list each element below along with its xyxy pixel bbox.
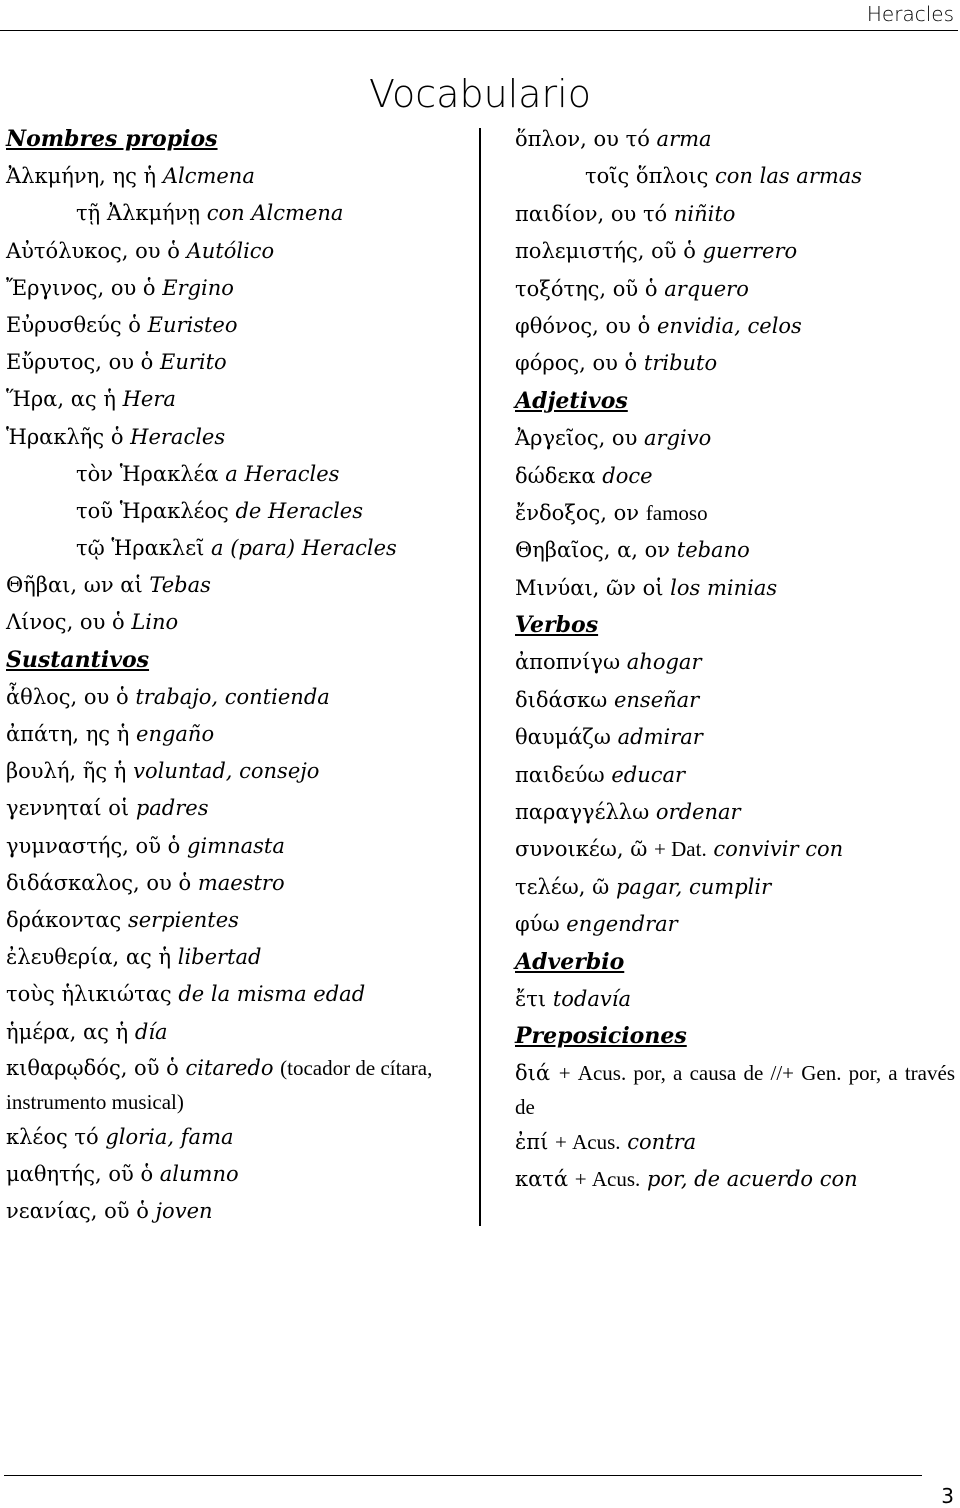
greek-term: ἐλευθερία, ας ἡ bbox=[6, 945, 172, 970]
spanish-gloss: engendrar bbox=[566, 912, 678, 937]
spanish-gloss: arquero bbox=[664, 276, 749, 301]
section-heading: Nombres propios bbox=[6, 126, 218, 152]
spanish-gloss: todavía bbox=[552, 986, 631, 1011]
greek-term: Ἔργινος, ου ὁ bbox=[6, 275, 156, 300]
grammar-note: + Acus. bbox=[574, 1167, 641, 1192]
vocab-entry bbox=[6, 270, 468, 307]
vocab-entry bbox=[6, 233, 468, 270]
vocab-entry bbox=[515, 532, 955, 569]
greek-term: παιδίον, ου τό bbox=[515, 201, 668, 226]
vocab-entry bbox=[6, 828, 468, 865]
greek-term: ἀπάτη, ης ἡ bbox=[6, 722, 130, 746]
vocab-entry bbox=[515, 458, 955, 495]
left-column bbox=[6, 121, 468, 1230]
greek-term: Ἀργεῖος, ου bbox=[515, 426, 638, 451]
grammar-note: + Dat. bbox=[654, 837, 707, 862]
spanish-gloss: Ergino bbox=[162, 275, 234, 300]
greek-term: Εὔρυτος, ου ὁ bbox=[6, 350, 154, 375]
spanish-gloss: contra bbox=[627, 1129, 697, 1154]
spanish-gloss: maestro bbox=[197, 870, 285, 895]
spanish-gloss: joven bbox=[155, 1199, 213, 1224]
greek-term: νεανίας, οῦ ὁ bbox=[6, 1199, 149, 1224]
greek-term: Ἥρα, ας ἡ bbox=[6, 387, 116, 412]
vocab-entry bbox=[6, 1193, 468, 1230]
spanish-gloss: con Alcmena bbox=[206, 201, 344, 226]
vocab-entry bbox=[6, 307, 468, 344]
greek-term: Θῆβαι, ων αἱ bbox=[6, 573, 143, 598]
vocab-entry bbox=[515, 121, 955, 158]
greek-term: συνοικέω, ῶ bbox=[515, 837, 648, 862]
spanish-gloss: doce bbox=[602, 463, 653, 488]
greek-term: Μινύαι, ῶν οἱ bbox=[515, 575, 664, 600]
vocab-entry bbox=[515, 831, 955, 868]
spanish-gloss: envidia, celos bbox=[656, 313, 802, 338]
spanish-gloss: padres bbox=[135, 796, 209, 821]
spanish-gloss: Heracles bbox=[130, 424, 226, 449]
vocab-entry bbox=[6, 419, 468, 456]
vocab-entry bbox=[6, 976, 468, 1013]
greek-term: διδάσκαλος, ου ὁ bbox=[6, 870, 192, 895]
greek-term: Αὐτόλυκος, ου ὁ bbox=[6, 238, 180, 263]
grammar-note: + Acus. bbox=[555, 1129, 621, 1154]
greek-term: διδάσκω bbox=[515, 687, 608, 712]
greek-term: φθόνος, ου ὁ bbox=[515, 313, 651, 338]
spanish-gloss: trabajo, contienda bbox=[135, 684, 330, 709]
section-heading: Sustantivos bbox=[6, 646, 150, 673]
greek-term: πολεμιστής, οῦ ὁ bbox=[515, 239, 696, 264]
spanish-gloss: por, de acuerdo con bbox=[647, 1167, 858, 1192]
vocab-entry bbox=[515, 158, 955, 195]
greek-term: τὸν Ἡρακλέα bbox=[76, 461, 219, 486]
greek-term: ἀποπνίγω bbox=[515, 650, 621, 675]
vocab-entry bbox=[6, 716, 468, 753]
greek-term: φόρος, ου ὁ bbox=[515, 351, 638, 376]
greek-term: παιδεύω bbox=[515, 762, 605, 787]
page-title: Vocabulario bbox=[369, 72, 591, 116]
spanish-gloss: educar bbox=[611, 762, 686, 787]
vocab-entry bbox=[515, 1124, 955, 1161]
spanish-gloss: enseñar bbox=[613, 687, 700, 712]
vocab-entry bbox=[6, 158, 468, 195]
greek-term: γυμναστής, οῦ ὁ bbox=[6, 833, 181, 858]
spanish-gloss: los minias bbox=[670, 575, 778, 600]
vocab-entry bbox=[515, 420, 955, 457]
greek-term: ἔτι bbox=[515, 986, 547, 1011]
vocab-entry bbox=[6, 679, 468, 716]
greek-term: ἐπί bbox=[515, 1129, 549, 1154]
spanish-gloss: arma bbox=[656, 127, 712, 151]
spanish-gloss: Autólico bbox=[186, 238, 275, 263]
header-rule bbox=[0, 30, 958, 31]
vocab-entry bbox=[6, 1119, 468, 1156]
section-heading: Verbos bbox=[515, 612, 599, 639]
spanish-gloss: engaño bbox=[136, 722, 215, 746]
spanish-gloss: tebano bbox=[676, 538, 750, 563]
greek-term: Ἡρακλῆς ὁ bbox=[6, 424, 124, 449]
right-column bbox=[515, 121, 955, 1199]
greek-term: θαυμάζω bbox=[515, 725, 611, 750]
greek-term: δώδεκα bbox=[515, 463, 596, 488]
section-heading: Preposiciones bbox=[515, 1023, 687, 1050]
spanish-gloss: Euristeo bbox=[147, 312, 238, 337]
footer-rule bbox=[4, 1475, 922, 1476]
section-heading: Adverbio bbox=[515, 948, 625, 975]
spanish-gloss: pagar, cumplir bbox=[615, 874, 772, 899]
vocab-entry bbox=[6, 530, 468, 567]
spanish-gloss: Lino bbox=[131, 610, 179, 635]
grammar-note: (tocador de cítara, instrumento musical) bbox=[6, 1055, 433, 1114]
spanish-gloss: Tebas bbox=[149, 573, 211, 598]
vocab-entry bbox=[6, 493, 468, 530]
greek-term: παραγγέλλω bbox=[515, 800, 650, 825]
greek-term: γεννηταί οἱ bbox=[6, 796, 130, 821]
vocab-entry bbox=[6, 1051, 468, 1119]
vocab-entry bbox=[515, 271, 955, 308]
spanish-gloss: gloria, fama bbox=[105, 1124, 234, 1149]
greek-term: τοῦ Ἡρακλέος bbox=[76, 498, 229, 523]
vocab-entry bbox=[515, 233, 955, 270]
greek-term: τῷ Ἡρακλεῖ bbox=[76, 536, 205, 561]
vocab-entry bbox=[6, 456, 468, 493]
section-heading: Adjetivos bbox=[515, 387, 628, 414]
vocab-entry bbox=[6, 344, 468, 381]
spanish-gloss: a (para) Heracles bbox=[211, 536, 397, 561]
greek-term: δράκοντας bbox=[6, 907, 122, 932]
greek-term: τῇ Ἀλκμήνῃ bbox=[76, 201, 201, 226]
spanish-gloss: niñito bbox=[673, 201, 736, 226]
spanish-gloss: Alcmena bbox=[162, 164, 255, 189]
vocab-entry bbox=[6, 790, 468, 827]
vocab-entry bbox=[6, 1014, 468, 1051]
vocab-entry bbox=[515, 682, 955, 719]
greek-term: κιθαρῳδός, οῦ ὁ bbox=[6, 1055, 179, 1080]
spanish-gloss: ordenar bbox=[655, 800, 741, 825]
greek-term: τοὺς ἡλικιώτας bbox=[6, 982, 172, 1007]
greek-term: τελέω, ῶ bbox=[515, 874, 610, 899]
vocab-entry bbox=[6, 604, 468, 641]
greek-term: διά bbox=[515, 1060, 551, 1085]
running-title: Heracles bbox=[866, 2, 954, 26]
greek-term: μαθητής, οῦ ὁ bbox=[6, 1161, 154, 1186]
spanish-gloss: con las armas bbox=[715, 164, 863, 189]
greek-term: τοξότης, οῦ ὁ bbox=[515, 276, 658, 301]
greek-term: ὅπλον, ου τό bbox=[515, 127, 650, 151]
greek-term: κατά bbox=[515, 1167, 569, 1192]
spanish-gloss: de la misma edad bbox=[178, 982, 366, 1007]
vocab-entry bbox=[6, 939, 468, 976]
column-divider bbox=[479, 128, 481, 1226]
greek-term: Ἀλκμήνη, ης ἡ bbox=[6, 164, 157, 189]
greek-term: Λίνος, ου ὁ bbox=[6, 610, 125, 635]
vocab-entry bbox=[6, 195, 468, 232]
vocab-entry bbox=[6, 865, 468, 902]
spanish-gloss: Eurito bbox=[160, 350, 227, 375]
grammar-note: + Acus. por, a causa de //+ Gen. por, a través de bbox=[515, 1060, 955, 1119]
vocab-entry bbox=[6, 753, 468, 790]
vocab-entry bbox=[6, 567, 468, 604]
spanish-gloss: argivo bbox=[644, 426, 712, 451]
greek-term: Θηβαῖος, α, ον bbox=[515, 538, 671, 563]
vocab-entry bbox=[515, 906, 955, 943]
vocab-entry bbox=[515, 644, 955, 681]
greek-term: φύω bbox=[515, 912, 560, 937]
spanish-gloss: alumno bbox=[159, 1161, 239, 1186]
vocab-entry bbox=[515, 308, 955, 345]
vocab-entry bbox=[515, 757, 955, 794]
spanish-gloss: serpientes bbox=[127, 907, 239, 932]
spanish-gloss: ahogar bbox=[626, 650, 702, 675]
vocab-entry bbox=[515, 570, 955, 607]
spanish-gloss: de Heracles bbox=[235, 498, 364, 523]
grammar-note: famoso bbox=[645, 500, 708, 525]
vocab-entry bbox=[515, 869, 955, 906]
vocab-entry bbox=[6, 902, 468, 939]
spanish-gloss: citaredo bbox=[185, 1055, 274, 1080]
spanish-gloss: Hera bbox=[122, 387, 176, 412]
greek-term: κλέος τό bbox=[6, 1124, 99, 1149]
spanish-gloss: gimnasta bbox=[186, 833, 285, 858]
spanish-gloss: día bbox=[134, 1019, 168, 1044]
spanish-gloss: convivir con bbox=[713, 837, 844, 862]
vocab-entry bbox=[515, 1056, 955, 1124]
vocab-entry bbox=[515, 196, 955, 233]
spanish-gloss: tributo bbox=[643, 351, 718, 376]
greek-term: βουλή, ῆς ἡ bbox=[6, 759, 127, 784]
vocab-entry bbox=[515, 495, 955, 532]
greek-term: ἡμέρα, ας ἡ bbox=[6, 1019, 129, 1044]
vocab-entry bbox=[515, 345, 955, 382]
vocab-entry bbox=[6, 1156, 468, 1193]
vocab-entry bbox=[515, 794, 955, 831]
greek-term: τοῖς ὅπλοις bbox=[585, 164, 709, 189]
greek-term: ἔνδοξος, ον bbox=[515, 500, 640, 525]
greek-term: ἆθλος, ου ὁ bbox=[6, 684, 129, 709]
spanish-gloss: voluntad, consejo bbox=[133, 759, 320, 784]
greek-term: Εὐρυσθεύς ὁ bbox=[6, 312, 141, 337]
spanish-gloss: a Heracles bbox=[225, 461, 340, 486]
spanish-gloss: libertad bbox=[177, 945, 262, 970]
vocab-entry bbox=[515, 1161, 955, 1198]
vocab-entry bbox=[515, 981, 955, 1018]
vocab-entry bbox=[515, 719, 955, 756]
vocab-entry bbox=[6, 381, 468, 418]
spanish-gloss: guerrero bbox=[702, 239, 798, 264]
spanish-gloss: admirar bbox=[617, 725, 703, 750]
page-number: 3 bbox=[941, 1484, 954, 1508]
